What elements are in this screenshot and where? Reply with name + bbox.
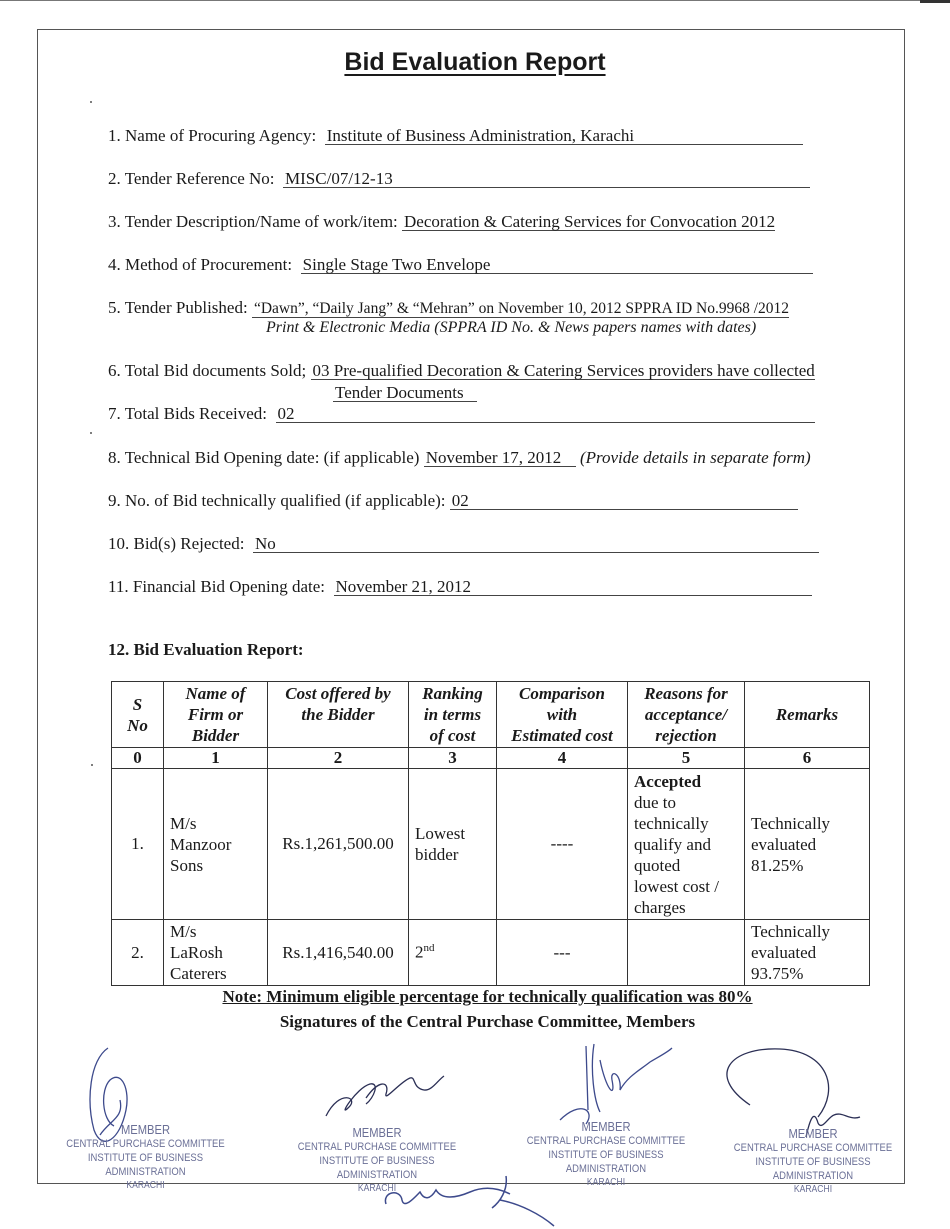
stamp-institute: INSTITUTE OF BUSINESS ADMINISTRATION	[319, 1155, 435, 1181]
field-value: November 17, 2012	[424, 449, 576, 467]
field-label: 2. Tender Reference No:	[108, 169, 275, 188]
field-label: 8. Technical Bid Opening date: (if applicable)	[108, 448, 420, 467]
field-value: 02	[276, 405, 815, 423]
col-header-sno: S No	[112, 682, 164, 748]
col-header-cost: Cost offered by the Bidder	[268, 682, 409, 748]
stamp-institute: INSTITUTE OF BUSINESS ADMINISTRATION	[755, 1156, 871, 1182]
stamp-city: KARACHI	[357, 1183, 397, 1194]
col-header-ranking: Ranking in terms of cost	[409, 682, 497, 748]
field-label: 4. Method of Procurement:	[108, 255, 293, 274]
cell-cost: Rs.1,261,500.00	[268, 769, 409, 920]
member-stamp	[287, 1126, 468, 1196]
scan-speck	[90, 101, 92, 103]
cell-ranking: Lowest bidder	[409, 769, 497, 920]
field-value: Decoration & Catering Services for Convocation 2012	[404, 212, 776, 231]
cell-cost: Rs.1,416,540.00	[268, 920, 409, 986]
field-tender-reference	[108, 169, 810, 189]
stamp-member-label: MEMBER	[581, 1119, 631, 1134]
stamp-member-label: MEMBER	[788, 1126, 838, 1141]
field-bid-documents-sold-cont	[333, 383, 477, 403]
field-label: 1. Name of Procuring Agency:	[108, 126, 317, 145]
field-bids-rejected	[108, 534, 819, 554]
cell-remarks: Technically evaluated 81.25%	[745, 769, 870, 920]
index-cell: 1	[164, 748, 268, 769]
field-hint: (Provide details in separate form)	[579, 448, 811, 467]
field-financial-bid-opening	[108, 577, 812, 597]
stamp-committee: CENTRAL PURCHASE COMMITTEE	[733, 1142, 893, 1154]
member-stamp	[723, 1127, 904, 1197]
stamp-committee: CENTRAL PURCHASE COMMITTEE	[526, 1135, 686, 1147]
scan-speck	[91, 764, 93, 766]
qualification-note: Note: Minimum eligible percentage for technically qualification was 80%	[222, 987, 753, 1006]
stamp-committee: CENTRAL PURCHASE COMMITTEE	[297, 1141, 457, 1153]
field-value: MISC/07/12-13	[283, 170, 810, 188]
member-stamp	[515, 1120, 697, 1190]
field-value-cont: Tender Documents	[333, 384, 477, 402]
stamp-committee: CENTRAL PURCHASE COMMITTEE	[66, 1138, 225, 1150]
field-label: 7. Total Bids Received:	[108, 404, 268, 423]
member-stamp	[53, 1123, 238, 1193]
index-cell: 5	[628, 748, 745, 769]
index-cell: 2	[268, 748, 409, 769]
table-index-row	[112, 748, 870, 769]
field-label: 10. Bid(s) Rejected:	[108, 534, 245, 553]
signatures-title: Signatures of the Central Purchase Committee, Members	[279, 1012, 696, 1031]
table-row	[112, 920, 870, 986]
signature-3	[550, 1040, 680, 1130]
report-title: Bid Evaluation Report	[344, 48, 606, 76]
bid-evaluation-table	[111, 681, 870, 986]
col-header-firm: Name of Firm or Bidder	[164, 682, 268, 748]
field-published-hint: Print & Electronic Media (SPPRA ID No. & News papers names with dates)	[266, 319, 757, 336]
field-technically-qualified	[108, 491, 798, 511]
field-label: 9. No. of Bid technically qualified (if applicable):	[108, 491, 446, 510]
field-label: 5. Tender Published:	[108, 298, 248, 317]
cell-comparison: ----	[497, 769, 628, 920]
field-value: Institute of Business Administration, Karachi	[325, 127, 803, 145]
scan-speck	[90, 432, 92, 434]
field-value: 03 Pre-qualified Decoration & Catering Services providers have collected	[312, 361, 815, 380]
index-cell: 3	[409, 748, 497, 769]
stamp-city: KARACHI	[126, 1180, 165, 1191]
field-value: November 21, 2012	[334, 578, 812, 596]
field-value: No	[253, 535, 819, 553]
field-value: 02	[450, 492, 798, 510]
cell-comparison: ---	[497, 920, 628, 986]
table-row	[112, 769, 870, 920]
table-header-row	[112, 682, 870, 748]
field-label: 11. Financial Bid Opening date:	[108, 577, 326, 596]
cell-reason: Accepted due to technically qualify and quoted lowest cost / charges	[628, 769, 745, 920]
field-bid-documents-sold	[108, 361, 815, 381]
cell-sno: 1.	[112, 769, 164, 920]
field-value: “Dawn”, “Daily Jang” & “Mehran” on November 10, 2012 SPPRA ID No.9968 /2012	[253, 300, 790, 317]
cell-ranking: 2nd	[409, 920, 497, 986]
col-header-reasons: Reasons for acceptance/ rejection	[628, 682, 745, 748]
top-edge-line	[0, 0, 950, 1]
index-cell: 6	[745, 748, 870, 769]
stamp-member-label: MEMBER	[352, 1125, 402, 1140]
field-value: Single Stage Two Envelope	[301, 256, 813, 274]
page-frame	[37, 29, 905, 1184]
field-tender-published	[108, 298, 789, 318]
stamp-member-label: MEMBER	[120, 1122, 171, 1137]
signature-2	[320, 1058, 460, 1128]
cell-sno: 2.	[112, 920, 164, 986]
field-method-of-procurement	[108, 255, 813, 275]
cell-firm: M/s LaRosh Caterers	[164, 920, 268, 986]
field-label: 6. Total Bid documents Sold;	[108, 361, 307, 380]
cell-reason	[628, 920, 745, 986]
top-edge-mark	[920, 0, 950, 3]
field-technical-bid-opening	[108, 448, 811, 468]
field-tender-description	[108, 212, 775, 232]
stamp-city: KARACHI	[793, 1184, 833, 1195]
stamp-institute: INSTITUTE OF BUSINESS ADMINISTRATION	[548, 1149, 664, 1175]
col-header-comparison: Comparison with Estimated cost	[497, 682, 628, 748]
col-header-remarks: Remarks	[745, 682, 870, 748]
cell-remarks: Technically evaluated 93.75%	[745, 920, 870, 986]
stamp-institute: INSTITUTE OF BUSINESS ADMINISTRATION	[87, 1152, 204, 1178]
index-cell: 4	[497, 748, 628, 769]
field-label: 3. Tender Description/Name of work/item:	[108, 212, 398, 231]
field-procuring-agency	[108, 126, 803, 146]
stamp-city: KARACHI	[586, 1177, 626, 1188]
cell-firm: M/s Manzoor Sons	[164, 769, 268, 920]
section-12-heading: 12. Bid Evaluation Report:	[108, 640, 304, 659]
field-total-bids-received	[108, 404, 815, 424]
index-cell: 0	[112, 748, 164, 769]
